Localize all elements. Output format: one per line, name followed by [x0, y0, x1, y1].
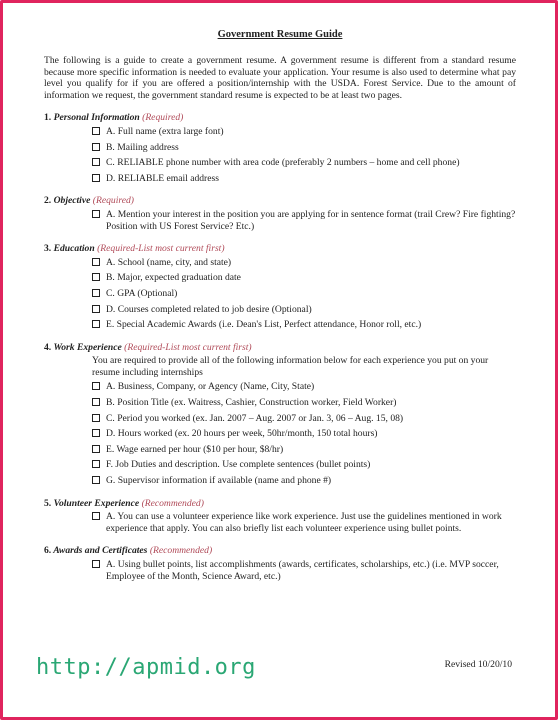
- checklist-item-text: B. Mailing address: [106, 141, 179, 153]
- checklist-item: [92, 475, 516, 487]
- checklist-item: [92, 288, 516, 300]
- section-requirement: (Required): [142, 112, 184, 124]
- watermark-url: http://apmid.org: [36, 655, 256, 680]
- section-title: Education: [53, 243, 95, 255]
- checklist-item-text: A. Full name (extra large font): [106, 125, 224, 137]
- checklist-item: [92, 272, 516, 284]
- section-number: 4.: [44, 341, 52, 353]
- checkbox-icon[interactable]: [92, 445, 100, 453]
- checklist-item-text: A. Business, Company, or Agency (Name, City, State): [106, 381, 315, 393]
- checklist-item-text: C. RELIABLE phone number with area code (preferably 2 numbers – home and cell phone): [106, 157, 460, 169]
- revised-date: Revised 10/20/10: [444, 659, 512, 670]
- checklist-item: [92, 257, 516, 269]
- checklist-item: [92, 459, 516, 471]
- section-title: Volunteer Experience: [53, 497, 140, 509]
- checklist: [92, 511, 516, 534]
- section-note: You are required to provide all of the following information below for each experience you put on your resume including internships: [92, 355, 489, 378]
- checklist-item-text: E. Special Academic Awards (i.e. Dean's List, Perfect attendance, Honor roll, etc.): [106, 319, 422, 331]
- checklist-item: [92, 559, 516, 582]
- checklist-item: [92, 142, 516, 154]
- checklist-item-text: E. Wage earned per hour ($10 per hour, $8/hr): [106, 443, 284, 455]
- checklist-item: [92, 157, 516, 169]
- checklist-item: [92, 381, 516, 393]
- sections-container: [44, 112, 516, 582]
- checklist-item: [92, 126, 516, 138]
- section-title: Awards and Certificates: [53, 545, 148, 557]
- checklist: [92, 257, 516, 331]
- checklist-item-text: D. RELIABLE email address: [106, 172, 219, 184]
- checklist-item: [92, 444, 516, 456]
- section-number: 2.: [44, 195, 52, 207]
- section-number: 1.: [44, 112, 52, 124]
- checklist-item-text: A. Mention your interest in the position you are applying for in sentence format (trail Crew? Fire fighting? Position with US Forest Service? Etc.): [106, 208, 516, 232]
- section-number: 3.: [44, 243, 52, 255]
- checklist: [92, 209, 516, 232]
- section-heading: [44, 498, 516, 510]
- section-requirement: (Required): [92, 195, 134, 207]
- section-heading: [44, 195, 516, 207]
- checkbox-icon[interactable]: [92, 320, 100, 328]
- checkbox-icon[interactable]: [92, 476, 100, 484]
- section-requirement: (Required-List most current first): [124, 341, 252, 353]
- checklist-item: [92, 428, 516, 440]
- checkbox-icon[interactable]: [92, 258, 100, 266]
- checkbox-icon[interactable]: [92, 143, 100, 151]
- checklist-item-text: C. Period you worked (ex. Jan. 2007 – Aug. 2007 or Jan. 3, 06 – Aug. 15, 08): [106, 412, 404, 424]
- checklist-item-text: B. Position Title (ex. Waitress, Cashier, Construction worker, Field Worker): [106, 397, 397, 409]
- document-page: [44, 28, 516, 586]
- checklist-item: [92, 397, 516, 409]
- section-title: Work Experience: [53, 341, 122, 353]
- checklist-item: [92, 511, 516, 534]
- checkbox-icon[interactable]: [92, 305, 100, 313]
- section-title: Objective: [53, 195, 91, 207]
- checklist-item-text: B. Major, expected graduation date: [106, 272, 241, 284]
- checklist-item-text: A. Using bullet points, list accomplishments (awards, certificates, scholarships, etc.) (i.e. MVP soccer, Employee of the Month, Science Award, etc.): [106, 559, 499, 582]
- checkbox-icon[interactable]: [92, 158, 100, 166]
- checklist-item-text: F. Job Duties and description. Use complete sentences (bullet points): [106, 459, 371, 471]
- checklist: [92, 381, 516, 486]
- section-number: 6.: [44, 545, 52, 557]
- section-title: Personal Information: [53, 112, 140, 124]
- section-requirement: (Required-List most current first): [97, 243, 225, 255]
- checklist: [92, 559, 516, 582]
- checklist-item-text: A. School (name, city, and state): [106, 256, 232, 268]
- document-title: Government Resume Guide: [217, 29, 343, 40]
- checklist-item-text: C. GPA (Optional): [106, 287, 178, 299]
- checkbox-icon[interactable]: [92, 174, 100, 182]
- checkbox-icon[interactable]: [92, 460, 100, 468]
- checkbox-icon[interactable]: [92, 429, 100, 437]
- section-heading: [44, 342, 516, 354]
- checklist: [92, 126, 516, 184]
- checkbox-icon[interactable]: [92, 382, 100, 390]
- section-heading: [44, 112, 516, 124]
- section-heading: [44, 243, 516, 255]
- checkbox-icon[interactable]: [92, 560, 100, 568]
- checklist-item: [92, 319, 516, 331]
- checklist-item: [92, 173, 516, 185]
- section-requirement: (Recommended): [149, 545, 213, 557]
- section-number: 5.: [44, 497, 52, 509]
- checkbox-icon[interactable]: [92, 289, 100, 297]
- section-requirement: (Recommended): [141, 497, 204, 509]
- checklist-item-text: D. Hours worked (ex. 20 hours per week, 50hr/month, 150 total hours): [106, 428, 378, 440]
- checkbox-icon[interactable]: [92, 398, 100, 406]
- section-heading: [44, 545, 516, 557]
- checklist-item: [92, 209, 516, 232]
- checkbox-icon[interactable]: [92, 273, 100, 281]
- checklist-item: [92, 304, 516, 316]
- checklist-item-text: G. Supervisor information if available (name and phone #): [106, 475, 332, 487]
- intro-paragraph: The following is a guide to create a government resume. A government resume is different from a standard resume because more specific information is needed to evaluate your application. Your resume is also used to determine what pay level you qualify for if you are offered a position/internship with the USDA. Forest Service. Due to the amount of information we request, the government standard resume is expected to be at least two pages.: [44, 55, 516, 101]
- checkbox-icon[interactable]: [92, 414, 100, 422]
- checkbox-icon[interactable]: [92, 127, 100, 135]
- checkbox-icon[interactable]: [92, 512, 100, 520]
- checklist-item-text: A. You can use a volunteer experience like work experience. Just use the guidelines mentioned in work experience that apply. You can also briefly list each volunteer experience using bullet points.: [106, 511, 502, 534]
- checklist-item-text: D. Courses completed related to job desire (Optional): [106, 303, 312, 315]
- checkbox-icon[interactable]: [92, 210, 100, 218]
- checklist-item: [92, 413, 516, 425]
